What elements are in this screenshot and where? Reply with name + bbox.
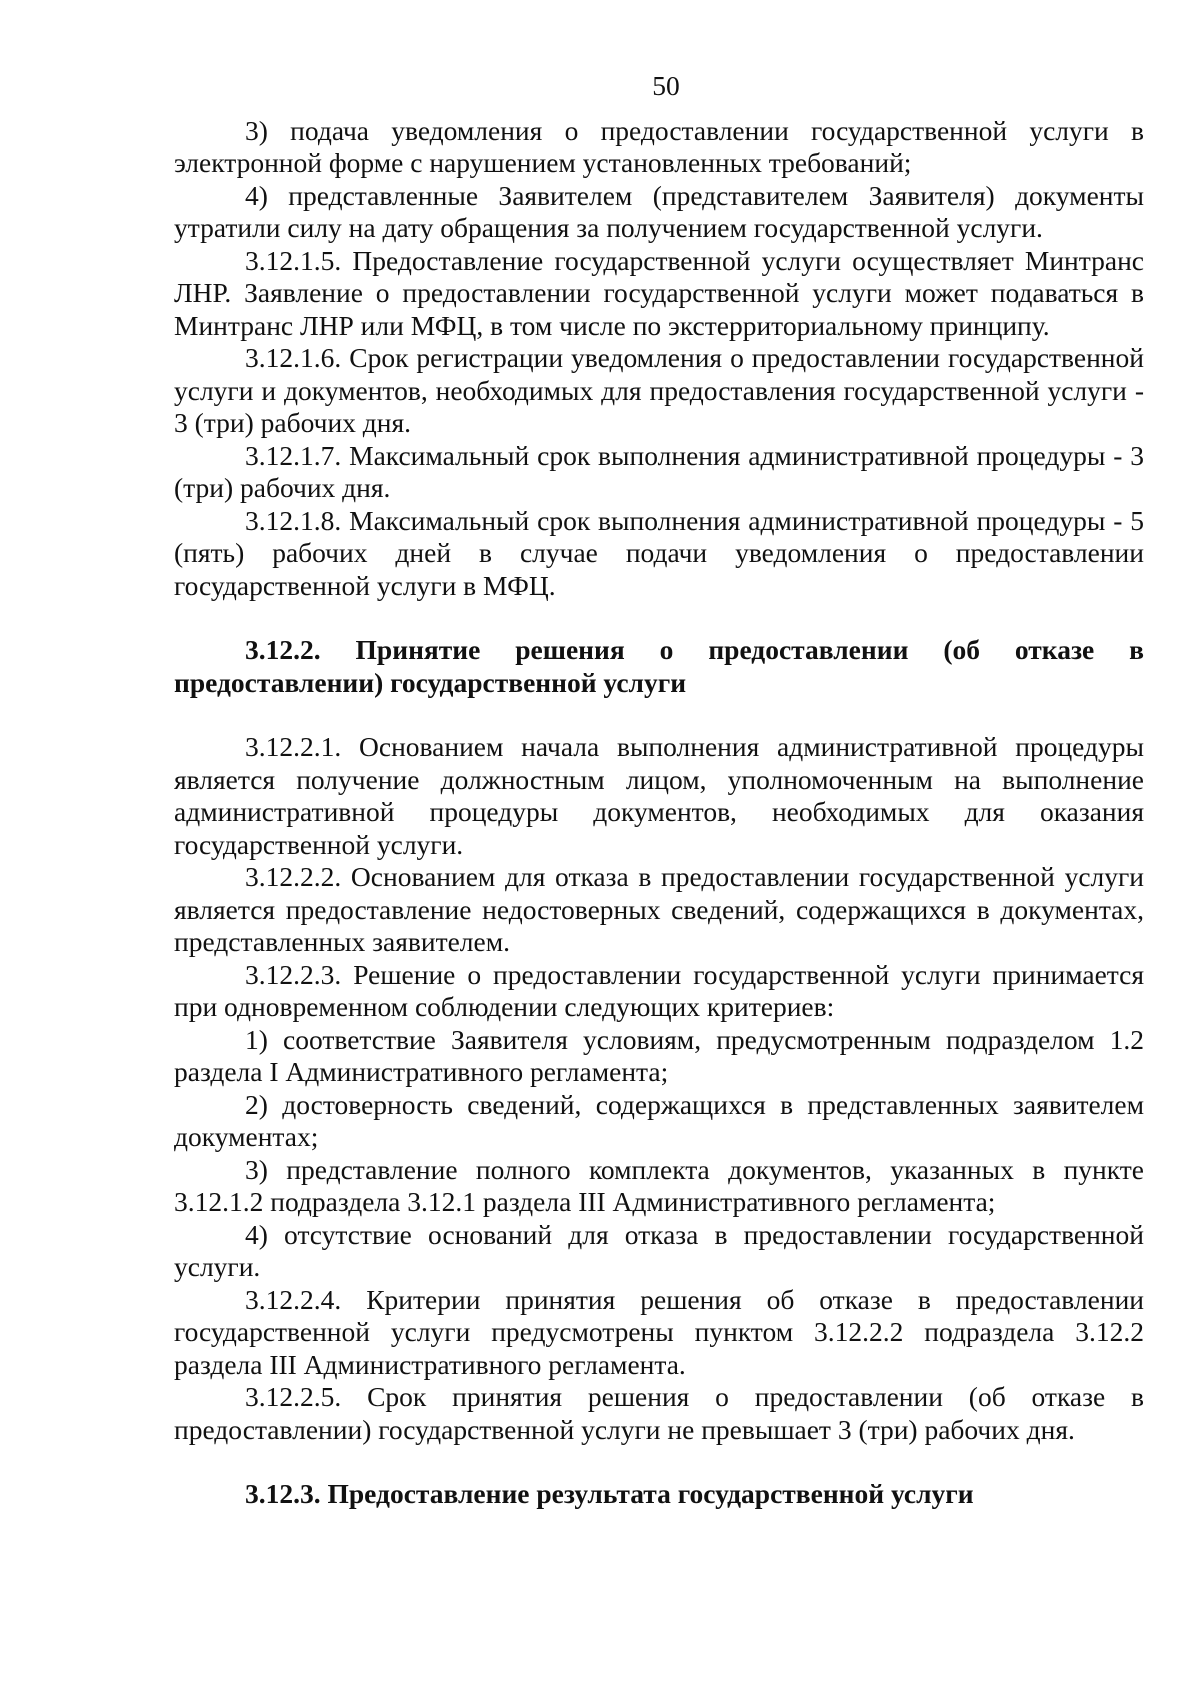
paragraph-3-12-2-4: 3.12.2.4. Критерии принятия решения об отказе в предоставлении государственной услуги предусмотрены пунктом 3.12.2.2 подраздела 3.12.2 раздела III Административного регламента. xyxy=(174,1283,1144,1380)
criteria-item-3: 3) представление полного комплекта документов, указанных в пункте 3.12.1.2 подраздела 3.12.1 раздела III Административного регламента; xyxy=(174,1153,1144,1217)
section-heading-3-12-2: 3.12.2. Принятие решения о предоставлении (об отказе в предоставлении) государственной услуги xyxy=(174,634,1144,698)
section-heading-3-12-3: 3.12.3. Предоставление результата государственной услуги xyxy=(245,1478,974,1509)
paragraph-3-12-1-8: 3.12.1.8. Максимальный срок выполнения административной процедуры - 5 (пять) рабочих дней в случае подачи уведомления о предоставлении государственной услуги в МФЦ. xyxy=(174,504,1144,601)
criteria-item-4: 4) отсутствие оснований для отказа в предоставлении государственной услуги. xyxy=(174,1218,1144,1282)
paragraph-item-4-documents-expired: 4) представленные Заявителем (представителем Заявителя) документы утратили силу на дату обращения за получением государственной услуги. xyxy=(174,179,1144,243)
paragraph-item-3-notice-violation: 3) подача уведомления о предоставлении государственной услуги в электронной форме с нарушением установленных требований; xyxy=(174,114,1144,178)
criteria-item-1: 1) соответствие Заявителя условиям, предусмотренным подразделом 1.2 раздела I Административного регламента; xyxy=(174,1023,1144,1087)
criteria-item-2: 2) достоверность сведений, содержащихся в представленных заявителем документах; xyxy=(174,1088,1144,1152)
paragraph-3-12-2-5: 3.12.2.5. Срок принятия решения о предоставлении (об отказе в предоставлении) государственной услуги не превышает 3 (три) рабочих дня. xyxy=(174,1381,1144,1445)
paragraph-3-12-2-2: 3.12.2.2. Основанием для отказа в предоставлении государственной услуги является предоставление недостоверных сведений, содержащихся в документах, представленных заявителем. xyxy=(174,861,1144,957)
paragraph-3-12-1-5: 3.12.1.5. Предоставление государственной услуги осуществляет Минтранс ЛНР. Заявление о предоставлении государственной услуги может подаваться в Минтранс ЛНР или МФЦ, в том числе по экстерриториальному принципу. xyxy=(174,244,1144,341)
paragraph-3-12-1-6: 3.12.1.6. Срок регистрации уведомления о предоставлении государственной услуги и документов, необходимых для предоставления государственной услуги - 3 (три) рабочих дня. xyxy=(174,342,1144,438)
page-number: 50 xyxy=(652,70,680,101)
paragraph-3-12-2-3: 3.12.2.3. Решение о предоставлении государственной услуги принимается при одновременном соблюдении следующих критериев: xyxy=(174,958,1144,1022)
paragraph-3-12-1-7: 3.12.1.7. Максимальный срок выполнения административной процедуры - 3 (три) рабочих дня. xyxy=(174,439,1144,503)
document-page xyxy=(174,70,1144,1511)
paragraph-3-12-2-1: 3.12.2.1. Основанием начала выполнения административной процедуры является получение должностным лицом, уполномоченным на выполнение административной процедуры документов, необходимых для оказания государственной услуги. xyxy=(174,731,1144,860)
